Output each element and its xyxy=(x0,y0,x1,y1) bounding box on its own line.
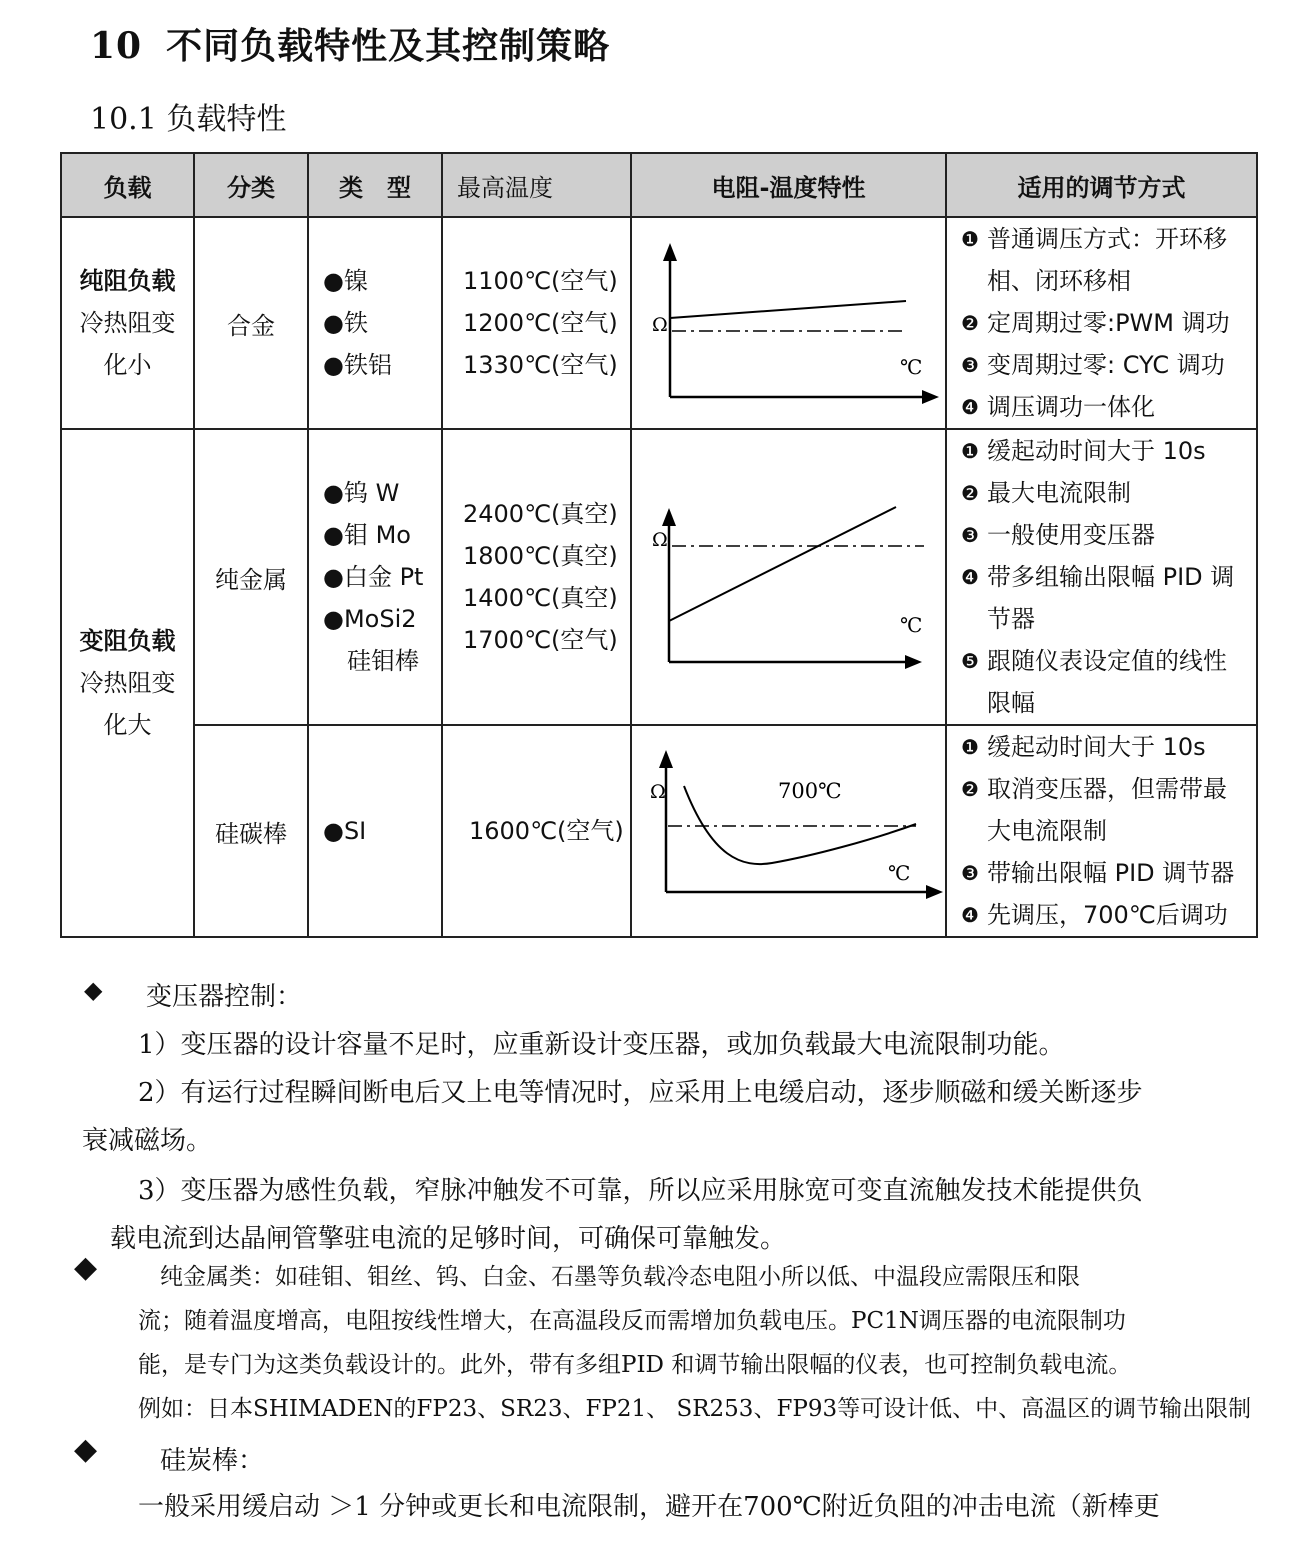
load-name: 变阻负载 xyxy=(79,627,176,655)
resistance-temp-chart-pure-metal xyxy=(632,432,947,722)
header-control-method: 适用的调节方式 xyxy=(946,153,1257,217)
method-text: 调压调功一体化 xyxy=(987,393,1155,421)
load-cell xyxy=(61,429,194,937)
paragraph: 流；随着温度增高，电阻按线性增大，在高温段反而需增加负载电压。PC1N调压器的电流限制功 xyxy=(138,1308,1126,1334)
header-resistance-temp: 电阻-温度特性 xyxy=(631,153,946,217)
number-marker: ❷ xyxy=(961,481,979,505)
x-axis-arrow xyxy=(926,885,943,899)
paragraph: 例如：日本SHIMADEN的FP23、SR23、FP21、 SR253、FP93等可设计低、中、高温区的调节输出限制 xyxy=(138,1396,1252,1422)
bullet-diamond-icon: ◆ xyxy=(84,978,103,1004)
load-desc-line: 化大 xyxy=(103,711,152,739)
type-item: ●钨 W xyxy=(323,479,400,507)
y-axis-label: Ω xyxy=(652,529,668,551)
paragraph: 衰减磁场。 xyxy=(82,1126,213,1156)
load-name: 纯阻负载 xyxy=(79,267,176,295)
method-item xyxy=(961,852,1256,894)
type-item: ●镍 xyxy=(323,267,368,295)
temp-item: 1800℃(真空) xyxy=(463,542,618,570)
y-axis-arrow xyxy=(659,750,673,768)
y-axis-label: Ω xyxy=(650,781,666,803)
method-text: 一般使用变压器 xyxy=(987,521,1155,549)
paragraph: 2）有运行过程瞬间断电后又上电等情况时，应采用上电缓启动，逐步顺磁和缓关断逐步 xyxy=(138,1078,1143,1108)
type-item: 硅钼棒 xyxy=(323,647,419,675)
paragraph: 能，是专门为这类负载设计的。此外，带有多组PID 和调节输出限幅的仪表，也可控制负载电流。 xyxy=(138,1352,1132,1378)
method-text: 跟随仪表设定值的线性限幅 xyxy=(987,647,1227,717)
load-cell xyxy=(61,217,194,429)
type-cell xyxy=(308,725,442,937)
temp-item: 1600℃(空气) xyxy=(469,817,624,845)
number-marker: ❷ xyxy=(961,311,979,335)
resistance-temp-chart-alloy xyxy=(632,219,947,427)
type-item: ●铁 xyxy=(323,309,368,337)
number-marker: ❹ xyxy=(961,903,979,927)
temp-cell xyxy=(442,725,631,937)
method-item xyxy=(961,768,1256,852)
paragraph: 3）变压器为感性负载，窄脉冲触发不可靠，所以应采用脉宽可变直流触发技术能提供负 xyxy=(138,1176,1143,1206)
section-title: 不同负载特性及其控制策略 xyxy=(166,25,611,67)
table-row xyxy=(61,217,1257,429)
method-text: 普通调压方式：开环移相、闭环移相 xyxy=(987,225,1227,295)
method-text: 变周期过零: CYC 调功 xyxy=(987,351,1225,379)
category-cell: 合金 xyxy=(194,217,308,429)
method-item xyxy=(961,640,1256,724)
resistance-curve xyxy=(670,301,906,318)
number-marker: ❶ xyxy=(961,227,979,251)
method-item xyxy=(961,556,1256,640)
resistance-temp-chart-sic xyxy=(632,728,947,934)
type-item: ●钼 Mo xyxy=(323,521,411,549)
temp-cell xyxy=(442,429,631,725)
paragraph: 一般采用缓启动 ＞1 分钟或更长和电流限制，避开在700℃附近负阻的冲击电流（新棒更 xyxy=(138,1492,1160,1522)
method-text: 先调压，700℃后调功 xyxy=(987,901,1228,929)
type-cell xyxy=(308,429,442,725)
y-axis-arrow xyxy=(662,508,676,526)
method-item xyxy=(961,430,1256,472)
method-item xyxy=(961,302,1256,344)
y-axis-arrow xyxy=(663,243,677,261)
header-type: 类 型 xyxy=(308,153,442,217)
bullet-diamond-icon: ◆ xyxy=(74,1251,98,1284)
temp-cell xyxy=(442,217,631,429)
bullet-diamond-icon: ◆ xyxy=(74,1433,98,1466)
method-item xyxy=(961,218,1256,302)
method-text: 取消变压器，但需带最大电流限制 xyxy=(987,775,1227,845)
chart-cell xyxy=(631,429,946,725)
header-category: 分类 xyxy=(194,153,308,217)
method-text: 最大电流限制 xyxy=(987,479,1131,507)
method-text: 缓起动时间大于 10s xyxy=(987,437,1206,465)
load-desc-line: 化小 xyxy=(103,351,152,379)
number-marker: ❶ xyxy=(961,735,979,759)
type-item: ●MoSi2 xyxy=(323,605,417,633)
temp-item: 1100℃(空气) xyxy=(463,267,618,295)
paragraph: 纯金属类：如硅钼、钼丝、钨、白金、石墨等负载冷态电阻小所以低、中温段应需限压和限 xyxy=(160,1264,1080,1290)
number-marker: ❸ xyxy=(961,861,979,885)
x-axis-label: ℃ xyxy=(888,861,911,885)
sic-section-title: 硅炭棒： xyxy=(160,1446,265,1476)
method-item xyxy=(961,344,1256,386)
transformer-section-title: 变压器控制： xyxy=(146,982,303,1012)
method-item xyxy=(961,472,1256,514)
method-text: 定周期过零:PWM 调功 xyxy=(987,309,1230,337)
method-text: 带输出限幅 PID 调节器 xyxy=(987,859,1235,887)
temp-item: 1200℃(空气) xyxy=(463,309,618,337)
type-item: ●白金 Pt xyxy=(323,563,424,591)
table-header-row xyxy=(61,153,1257,217)
paragraph: 载电流到达晶闸管擎驻电流的足够时间，可确保可靠触发。 xyxy=(110,1224,787,1254)
resistance-curve xyxy=(669,507,896,621)
method-item xyxy=(961,726,1256,768)
y-axis-label: Ω xyxy=(652,314,668,336)
header-max-temp: 最高温度 xyxy=(442,153,631,217)
method-item xyxy=(961,894,1256,936)
header-load: 负载 xyxy=(61,153,194,217)
chart-cell xyxy=(631,725,946,937)
table-row xyxy=(61,429,1257,725)
curve-annotation: 700℃ xyxy=(778,779,842,803)
subsection-title: 10.1 负载特性 xyxy=(90,102,287,137)
type-cell xyxy=(308,217,442,429)
temp-item: 1700℃(空气) xyxy=(463,626,618,654)
number-marker: ❸ xyxy=(961,353,979,377)
load-desc-line: 冷热阻变 xyxy=(79,309,176,337)
method-item xyxy=(961,386,1256,428)
temp-item: 1400℃(真空) xyxy=(463,584,618,612)
number-marker: ❸ xyxy=(961,523,979,547)
load-characteristics-table xyxy=(60,152,1258,938)
method-text: 缓起动时间大于 10s xyxy=(987,733,1206,761)
method-item xyxy=(961,514,1256,556)
paragraph: 1）变压器的设计容量不足时，应重新设计变压器，或加负载最大电流限制功能。 xyxy=(138,1030,1065,1060)
load-desc-line: 冷热阻变 xyxy=(79,669,176,697)
method-cell xyxy=(946,429,1257,725)
page-title xyxy=(90,18,610,69)
method-text: 带多组输出限幅 PID 调节器 xyxy=(987,563,1235,633)
x-axis-label: ℃ xyxy=(900,613,923,637)
x-axis-arrow xyxy=(922,390,939,404)
chart-cell xyxy=(631,217,946,429)
category-cell: 硅碳棒 xyxy=(194,725,308,937)
x-axis-arrow xyxy=(905,655,922,669)
number-marker: ❶ xyxy=(961,439,979,463)
table-row xyxy=(61,725,1257,937)
method-cell xyxy=(946,725,1257,937)
number-marker: ❷ xyxy=(961,777,979,801)
temp-item: 1330℃(空气) xyxy=(463,351,618,379)
number-marker: ❹ xyxy=(961,395,979,419)
category-cell: 纯金属 xyxy=(194,429,308,725)
method-cell xyxy=(946,217,1257,429)
number-marker: ❺ xyxy=(961,649,979,673)
x-axis-label: ℃ xyxy=(900,355,923,379)
type-item: ●SI xyxy=(323,817,367,845)
section-number: 10 xyxy=(90,25,143,67)
temp-item: 2400℃(真空) xyxy=(463,500,618,528)
number-marker: ❹ xyxy=(961,565,979,589)
type-item: ●铁铝 xyxy=(323,351,392,379)
